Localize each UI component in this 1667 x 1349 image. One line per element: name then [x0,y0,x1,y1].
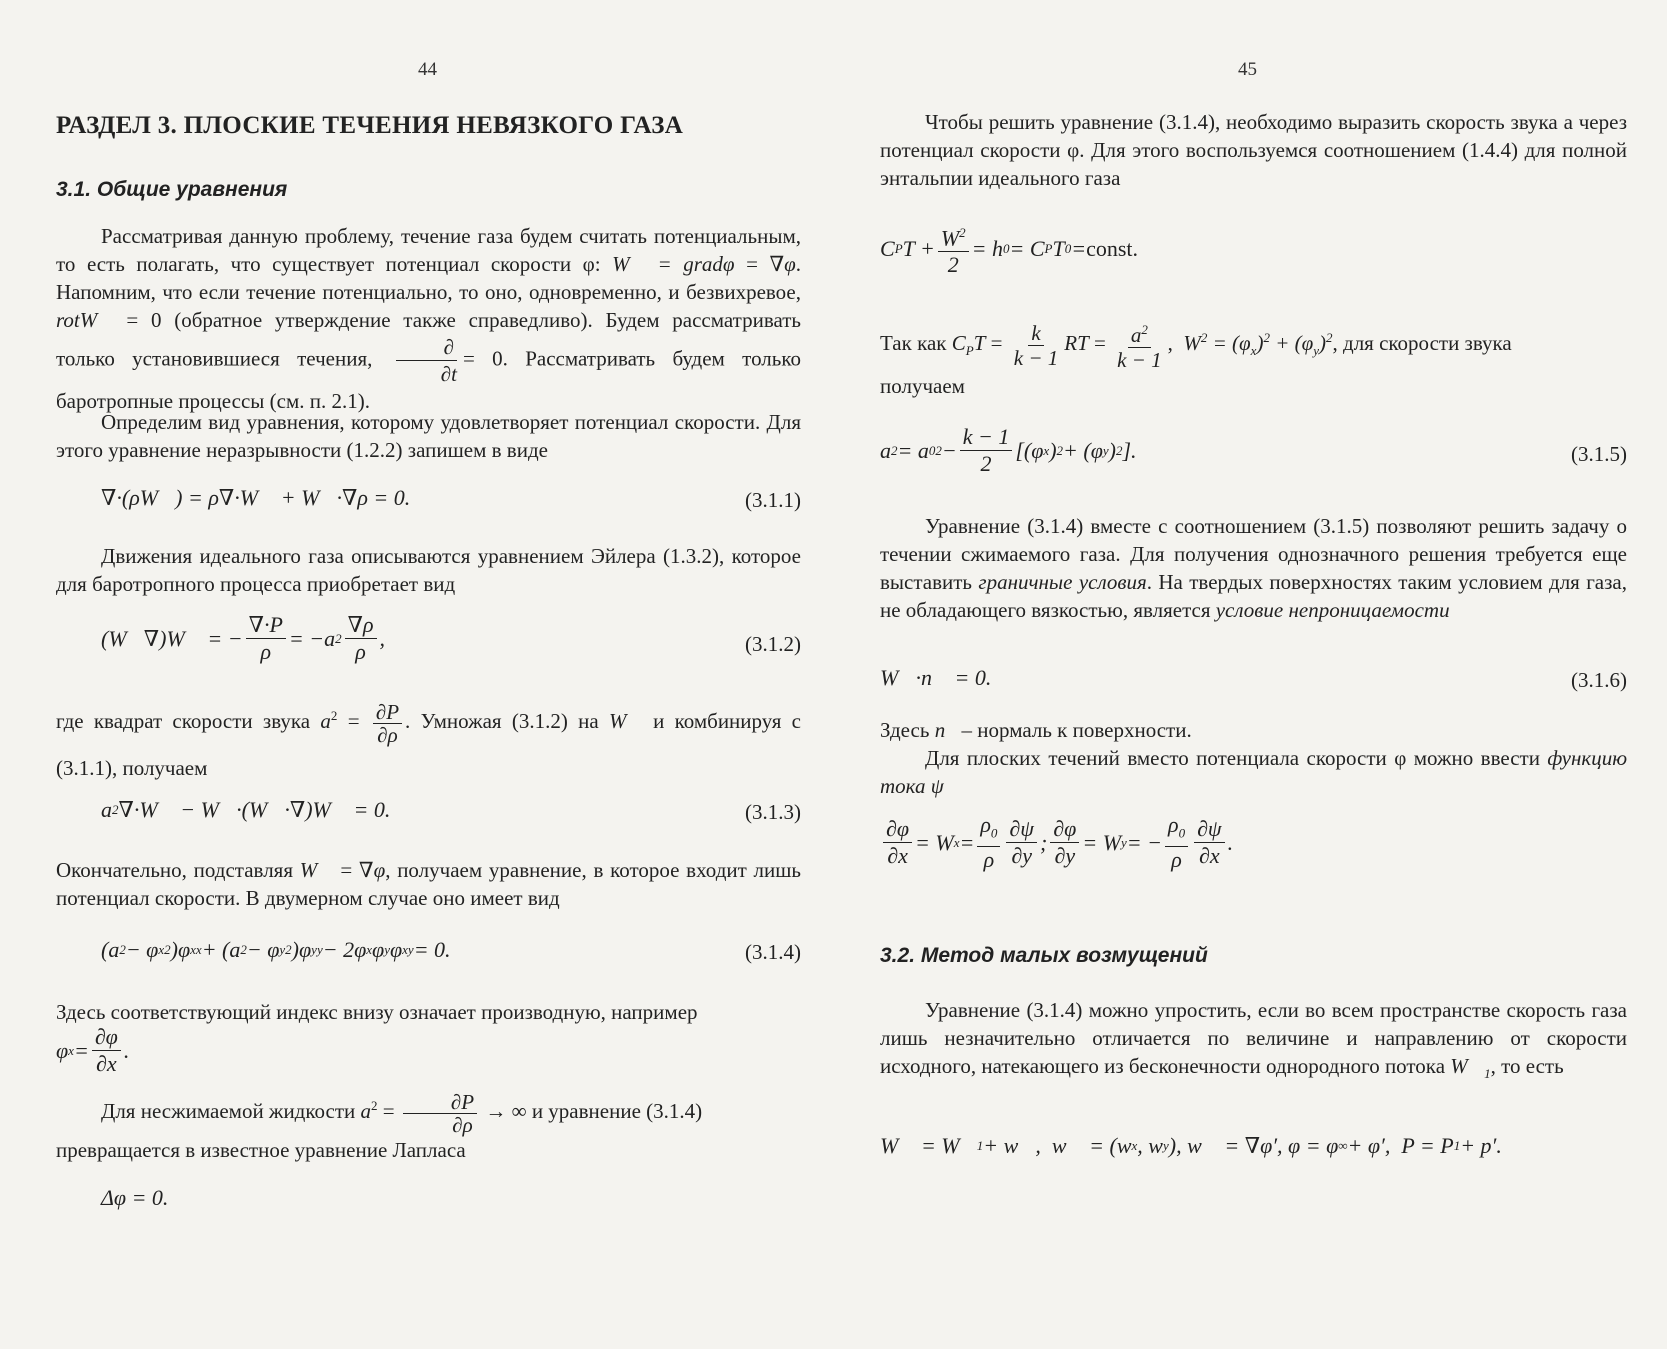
example-derivative: φ x = $\frac{\partial\varphi}{\partial x}$ . [56,1024,130,1076]
stream-function-equation: $\frac{\partial\varphi}{\partial x}$ = W x = $\frac{\rho_0}{\rho}$ $\frac{\partial\psi}{\partial y}$ ; $\frac{\partial\varphi}{\partial y}$ = W y = − $\frac{\rho_0}{\rho}$ $\frac{\partial\psi}{\partial x}$ . [880,812,1233,873]
equation-3-1-5: a 2 = a 0 2 − $\frac{k - 1}{2}$ [(φ x ) 2 + (φ y ) 2 ]. [880,424,1137,476]
equation-number: (3.1.6) [1571,668,1627,692]
right-page [880,0,1627,1349]
equation-3-1-2: (W⃗∇)W⃗ = − $\frac{\nabla\cdot P}{\rho}$ = −a 2 $\frac{\nabla\rho}{\rho}$ , [101,612,386,664]
left-page [56,0,801,1349]
section-title: 3.2. Метод малых возмущений [880,944,1208,967]
equation-number: (3.1.5) [1571,442,1627,466]
page-number: 44 [418,59,437,80]
paragraph: Чтобы решить уравнение (3.1.4), необходимо выразить скорость звука a через потенциал скорости φ. Для этого воспользуемся соотношением (1.4.4) для полной энтальпии идеального газа [880,110,1627,190]
paragraph: где квадрат скорости звука $a^2$ = $\frac{\partial P}{\partial\rho}$ . Умножая (3.1.2) на W⃗ и комбинируя с (3.1.1), получаем [56,699,801,780]
laplace-equation: Δφ = 0. [101,1185,169,1210]
equation-number: (3.1.1) [745,488,801,512]
equation-3-1-3: a 2 ∇·W⃗ − W⃗·(W⃗·∇)W⃗ = 0. [101,797,391,822]
paragraph: Уравнение (3.1.4) вместе с соотношением (3.1.5) позволяют решить задачу о течении сжимаемого газа. Для получения однозначного решения требуется еще выставить граничные условия. На твердых поверхностях таким условием для газа, не обладающего вязкостью, является условие непроницаемости [880,514,1627,622]
chapter-title: РАЗДЕЛ 3. ПЛОСКИЕ ТЕЧЕНИЯ НЕВЯЗКОГО ГАЗА [56,112,684,139]
paragraph: Так как $C_PT$ = $\frac{k}{k - 1}$ RT = $\frac{a^2}{k - 1}$ , $W^2 = (\varphi_x)^2 + (\varphi_y)^2$, для скорости звука получаем [880,318,1627,400]
perturbation-equation: W⃗ = W⃗ 1 + w⃗, w⃗ = (w x , w y ), w⃗ = ∇φ′, φ = φ ∞ + φ′, P = P 1 + p′. [880,1133,1502,1158]
paragraph: Уравнение (3.1.4) можно упростить, если во всем пространстве скорость газа лишь незначительно отличается по величине и направлению от скорости исходного, натекающего из бесконечности однородного потока $W⃗_1$, то есть [880,998,1627,1082]
paragraph: Здесь n⃗– нормаль к поверхности. Для плоских течений вместо потенциала скорости φ можно ввести функцию тока ψ [880,718,1628,798]
paragraph: Движения идеального газа описываются уравнением Эйлера (1.3.2), которое для баротропного процесса приобретает вид [56,544,801,596]
paragraph: Для несжимаемой жидкости $a^2$ = $\frac{\partial P}{\partial\rho}$ → ∞ и уравнение (3.1.4) превращается в известное уравнение Лапласа [56,1089,703,1162]
equation-number: (3.1.3) [745,800,801,824]
enthalpy-equation: C P T + $\frac{W^2}{2}$ = h 0 = C P T 0 = const. [880,220,1138,278]
equation-3-1-6: W⃗·n⃗ = 0. [880,665,992,690]
equation-number: (3.1.4) [745,940,801,964]
equation-number: (3.1.2) [745,632,801,656]
section-title: 3.1. Общие уравнения [56,178,288,201]
page-number: 45 [1238,59,1257,80]
paragraph: Определим вид уравнения, которому удовлетворяет потенциал скорости. Для этого уравнение неразрывности (1.2.2) запишем в виде [56,410,801,462]
paragraph: Рассматривая данную проблему, течение газа будем считать потенциальным, то есть полагать, что существует потенциал скорости φ: W⃗ = gradφ = ∇φ. Напомним, что если течение потенциально, то оно, одновременно, и безвихревое, rotW⃗ = 0 (обратное утверждение также справедливо). Будем рассматривать только установившиеся течения, $\frac{\partial}{\partial t}$ = 0. Рассматривать будем только баротропные процессы (см. п. 2.1). [56,224,801,413]
equation-3-1-4: (a 2 − φ x 2 )φ xx + (a 2 − φ y 2 )φ yy − 2φ x φ y φ xy = 0. [101,937,451,962]
equation-3-1-1: ∇·(ρW⃗) = ρ∇·W⃗ + W⃗·∇ρ = 0. [101,485,411,510]
paragraph: Окончательно, подставляя W⃗ = ∇φ, получаем уравнение, в которое входит лишь потенциал скорости. В двумерном случае оно имеет вид [56,858,802,910]
paragraph: Здесь соответствующий индекс внизу означает производную, например [56,1000,698,1024]
